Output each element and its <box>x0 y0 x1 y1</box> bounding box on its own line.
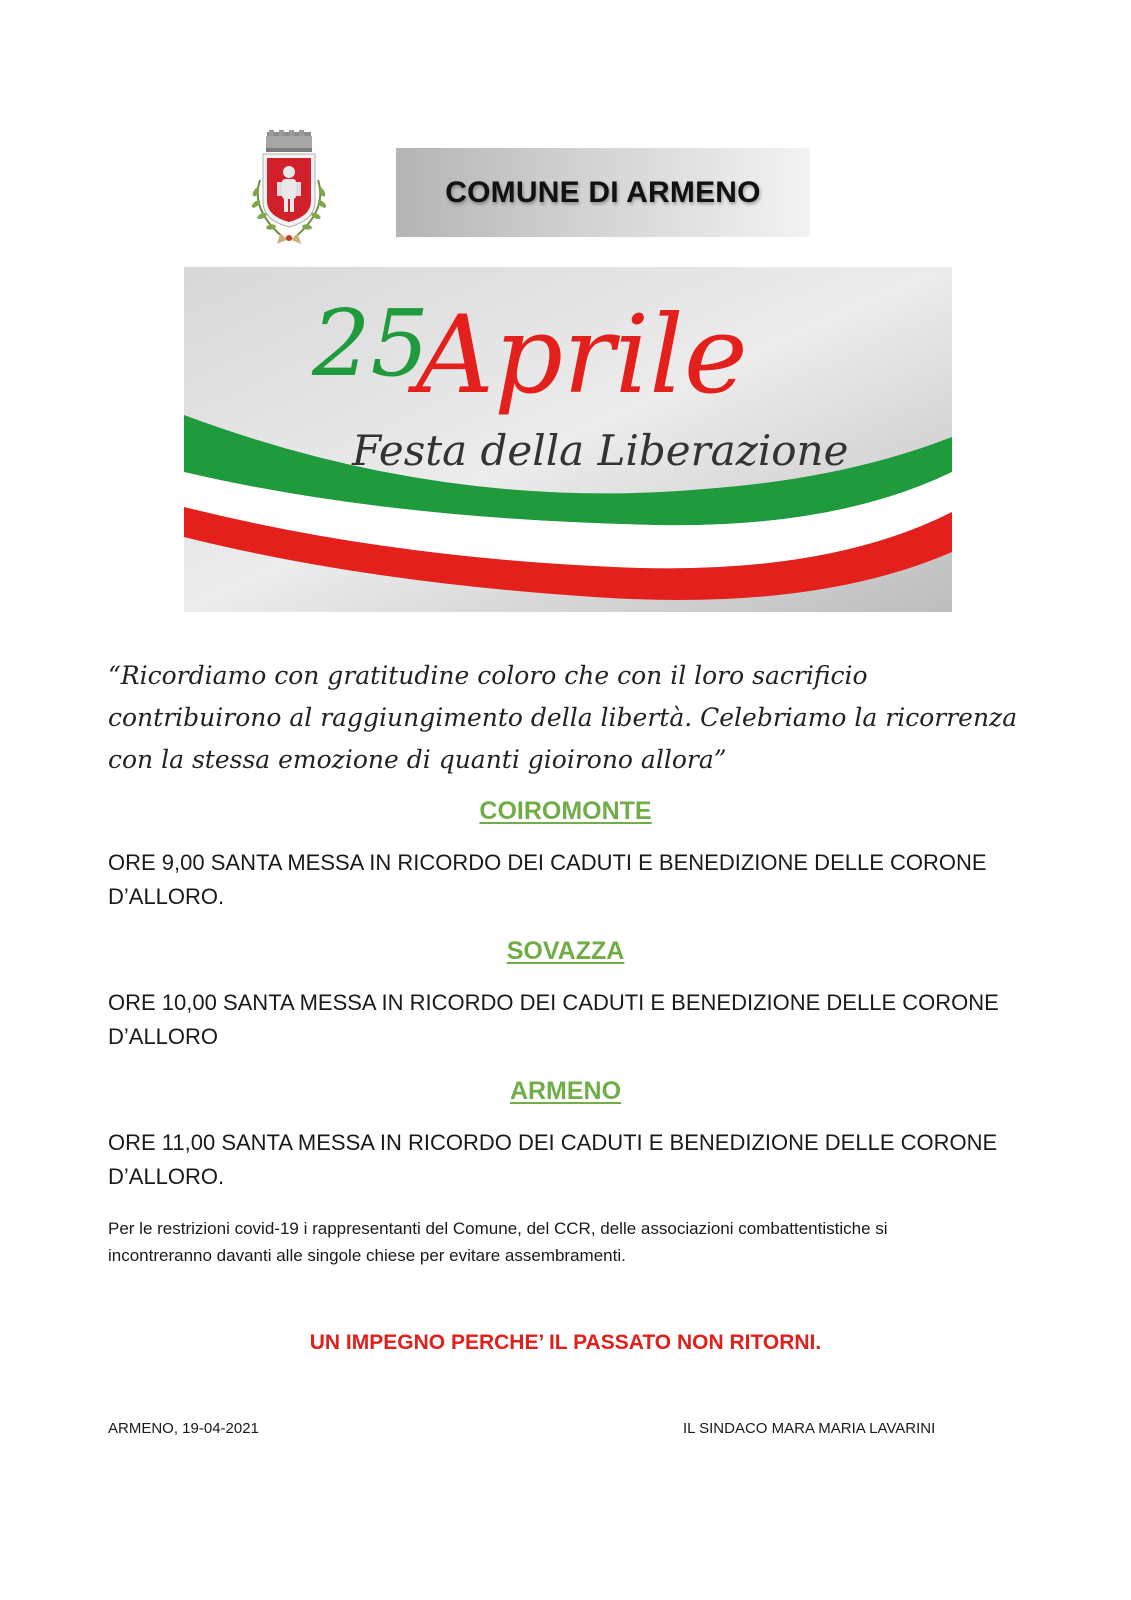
event-line: D’ALLORO <box>108 1024 219 1049</box>
event-sovazza <box>108 986 1028 1054</box>
quote-line: con la stessa emozione di quanti gioirono allora” <box>108 745 727 774</box>
quote-line: contribuirono al raggiungimento della libertà. Celebriamo la ricorrenza <box>108 703 1018 732</box>
event-line: D’ALLORO. <box>108 884 225 909</box>
crest-icon <box>246 130 332 250</box>
banner-subtitle: Festa della Liberazione <box>352 426 849 475</box>
note-line: incontreranno davanti alle singole chiese per evitare assembramenti. <box>108 1246 626 1265</box>
place-heading-coiromonte: COIROMONTE <box>479 797 652 825</box>
header-box <box>396 148 810 237</box>
coat-of-arms <box>246 130 332 250</box>
page-title: COMUNE DI ARMENO <box>445 175 761 209</box>
event-line: D’ALLORO. <box>108 1164 225 1189</box>
note-line: Per le restrizioni covid-19 i rappresentanti del Comune, del CCR, delle associazioni combattentistiche si <box>108 1219 888 1238</box>
covid-note <box>108 1215 1018 1269</box>
banner-word: Aprile <box>416 293 748 418</box>
event-line: ORE 10,00 SANTA MESSA IN RICORDO DEI CADUTI E BENEDIZIONE DELLE CORONE <box>108 990 999 1015</box>
event-line: ORE 11,00 SANTA MESSA IN RICORDO DEI CADUTI E BENEDIZIONE DELLE CORONE <box>108 1130 998 1155</box>
place-heading-armeno: ARMENO <box>509 1077 622 1105</box>
event-line: ORE 9,00 SANTA MESSA IN RICORDO DEI CADUTI E BENEDIZIONE DELLE CORONE <box>108 850 987 875</box>
banner-number: 25 <box>312 290 430 397</box>
date-line: ARMENO, 19-04-2021 <box>108 1420 259 1437</box>
event-armeno <box>108 1126 1028 1194</box>
commemoration-quote <box>108 655 1048 781</box>
event-coiromonte <box>108 846 1028 914</box>
festa-banner <box>184 267 952 612</box>
place-heading-sovazza: SOVAZZA <box>506 937 625 965</box>
quote-line: “Ricordiamo con gratitudine coloro che con il loro sacrificio <box>108 661 868 690</box>
signature-line: IL SINDACO MARA MARIA LAVARINI <box>683 1420 936 1437</box>
motto: UN IMPEGNO PERCHE’ IL PASSATO NON RITORNI. <box>309 1331 822 1354</box>
